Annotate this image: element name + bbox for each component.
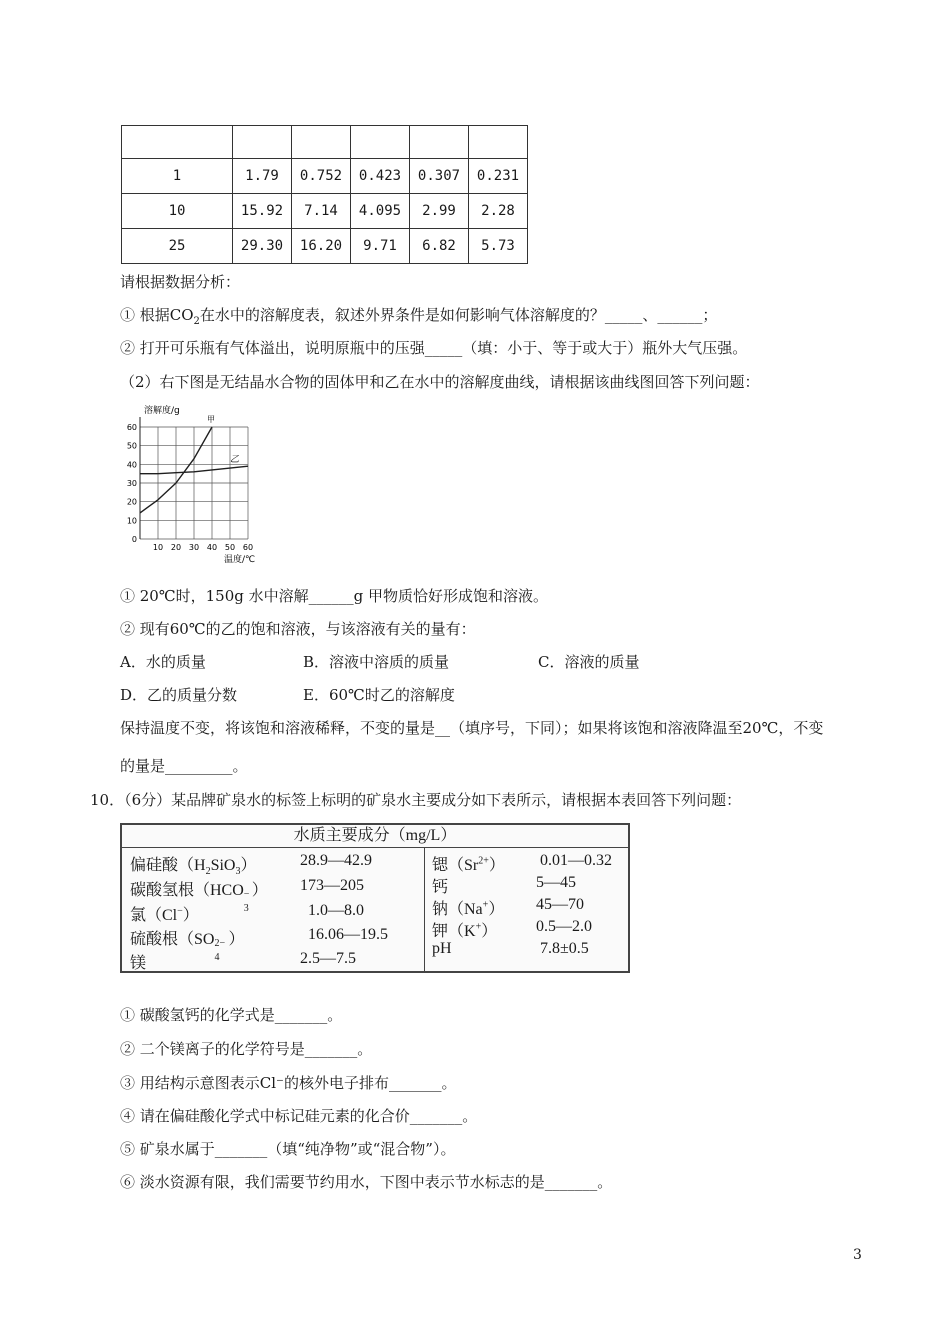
component-name: 锶$(Sr^{2+})$ xyxy=(432,855,505,874)
paragraph: 的量是_________。 xyxy=(120,757,248,775)
component-name: pH xyxy=(432,940,452,957)
solubility-table xyxy=(121,125,528,264)
question-item: ② 打开可乐瓶有气体溢出，说明原瓶中的压强_____（填：小于、等于或大于）瓶外大气压强。 xyxy=(120,339,748,357)
table-row: 1 1.79 0.752 0.423 0.307 0.231 xyxy=(122,159,528,194)
component-name: 氯（Cl−） xyxy=(130,905,199,924)
chart-grid xyxy=(140,417,248,539)
y-tick-label: 0 xyxy=(131,535,137,544)
solubility-chart xyxy=(124,405,274,565)
chart-ylabel: 溶解度/g xyxy=(144,406,180,416)
question-item: ① 20℃时，150g 水中溶解______g 甲物质恰好形成饱和溶液。 xyxy=(120,587,549,605)
option-c: C．溶液的质量 xyxy=(538,653,640,671)
series-label-yi: 乙 xyxy=(230,455,240,465)
y-tick-label: 50 xyxy=(126,441,137,451)
component-value: 16.06—19.5 xyxy=(308,926,388,943)
component-value: 28.9—42.9 xyxy=(300,852,372,869)
component-value: 0.01—0.32 xyxy=(540,852,612,869)
table-row: 25 29.30 16.20 9.71 6.82 5.73 xyxy=(122,229,528,264)
question-item: ③ 用结构示意图表示Cl⁻的核外电子排布_______。 xyxy=(120,1074,457,1092)
component-value: 0.5—2.0 xyxy=(536,918,592,935)
x-tick-label: 50 xyxy=(224,543,236,552)
component-value: 173—205 xyxy=(300,877,364,894)
component-value: 1.0—8.0 xyxy=(308,902,364,919)
component-name: 镁 xyxy=(130,955,147,972)
question-item: ⑥ 淡水资源有限，我们需要节约用水，下图中表示节水标志的是_______。 xyxy=(120,1173,613,1191)
x-tick-label: 40 xyxy=(206,543,218,552)
component-name: 钾（K+） xyxy=(432,921,498,940)
component-value: 45—70 xyxy=(536,896,584,913)
option-d: D．乙的质量分数 xyxy=(120,686,238,704)
question-intro: （2）右下图是无结晶水合物的固体甲和乙在水中的溶解度曲线，请根据该曲线图回答下列问题： xyxy=(120,373,760,391)
component-name: 钙 xyxy=(432,879,449,896)
table-row: 10 15.92 7.14 4.095 2.99 2.28 xyxy=(122,194,528,229)
option-e: E．60℃时乙的溶解度 xyxy=(303,686,455,704)
y-tick-label: 60 xyxy=(126,423,137,432)
x-tick-label: 10 xyxy=(152,543,164,552)
analysis-intro: 请根据数据分析： xyxy=(120,273,241,291)
question-item: ② 二个镁离子的化学符号是_______。 xyxy=(120,1040,373,1058)
question-item: ⑤ 矿泉水属于_______（填“纯净物”或“混合物”）。 xyxy=(120,1140,456,1158)
chart-ticks xyxy=(127,423,253,552)
x-tick-label: 20 xyxy=(170,543,182,552)
question-item: ① 根据$CO_2$在水中的溶解度表，叙述外界条件是如何影响气体溶解度的？_____、______； xyxy=(120,306,718,327)
x-tick-label: 60 xyxy=(242,543,254,552)
component-name: 钠（Na+） xyxy=(432,899,505,918)
page-number: 3 xyxy=(853,1247,862,1263)
option-a: A．水的质量 xyxy=(120,653,206,671)
component-name: 偏硅酸$(H_2SiO_3)$ xyxy=(130,857,257,878)
question-10-intro: 10．（6分）某品牌矿泉水的标签上标明的矿泉水主要成分如下表所示，请根据本表回答下列问题： xyxy=(90,791,742,809)
mineral-water-label-table xyxy=(120,823,630,973)
chart-xlabel: 温度/℃ xyxy=(224,555,256,565)
component-value: 7.8±0.5 xyxy=(540,940,589,957)
component-value: 2.5—7.5 xyxy=(300,950,356,967)
y-tick-label: 30 xyxy=(126,479,137,488)
question-item: ④ 请在偏硅酸化学式中标记硅元素的化合价_______。 xyxy=(120,1107,478,1125)
component-value: 5—45 xyxy=(536,874,576,891)
table-title: 水质主要成分（mg/L） xyxy=(122,825,628,848)
x-tick-label: 30 xyxy=(188,543,200,552)
question-item: ① 碳酸氢钙的化学式是_______。 xyxy=(120,1006,343,1024)
y-tick-label: 10 xyxy=(126,516,137,526)
y-tick-label: 20 xyxy=(126,497,137,507)
table-divider xyxy=(424,848,425,971)
component-name: 硫酸根（SO 2− 4 ） xyxy=(130,931,245,963)
series-label-jia: 甲 xyxy=(207,415,215,424)
question-item: ② 现有60℃的乙的饱和溶液，与该溶液有关的量有： xyxy=(120,620,476,638)
option-b: B．溶液中溶质的质量 xyxy=(303,653,450,671)
paragraph: 保持温度不变，将该饱和溶液稀释，不变的量是__（填序号，下同）；如果将该饱和溶液降温至20℃，不变 xyxy=(120,719,824,737)
y-tick-label: 40 xyxy=(126,460,137,470)
table-header-row xyxy=(122,126,528,159)
component-name: 碳酸氢根（HCO − 3 ） xyxy=(130,882,268,914)
